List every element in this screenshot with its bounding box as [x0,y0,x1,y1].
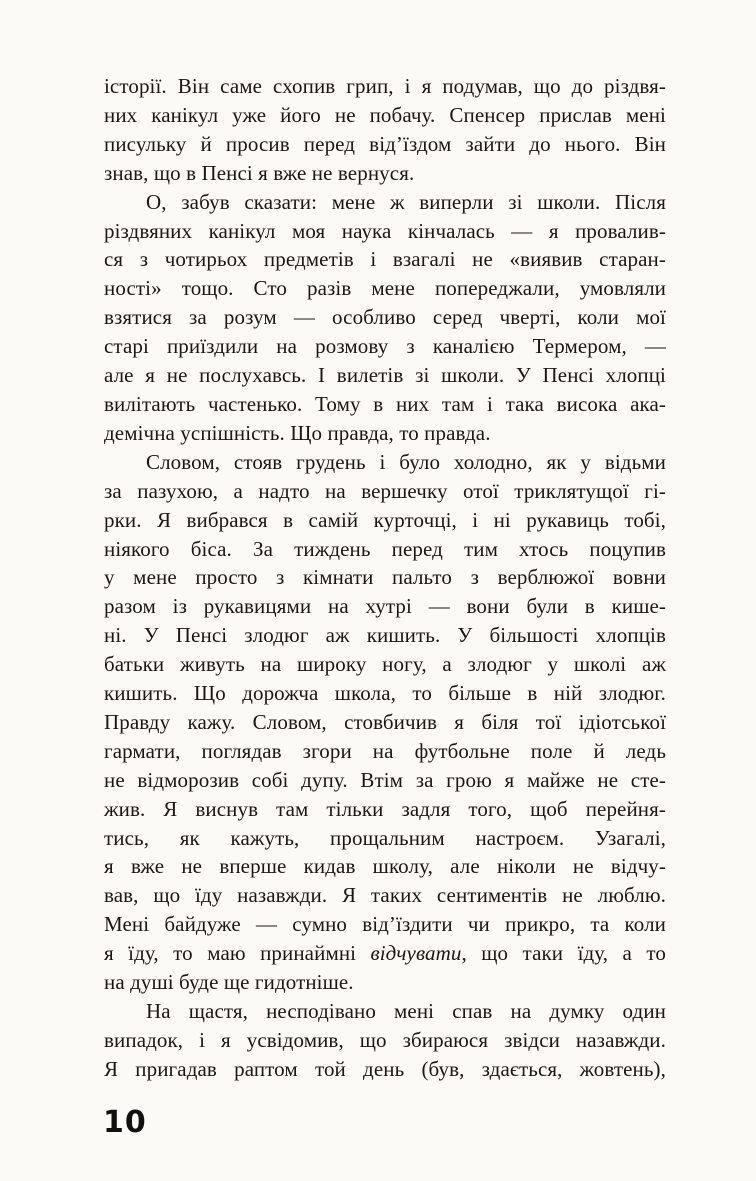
text-line: разом із рукавицями на хутрі — вони були в кише- [104,594,666,619]
text-line: старі приїздили на розмову з каналією Термером, — [104,334,666,359]
text-line: історії. Він саме схопив грип, і я подумав, що до різдвя- [104,74,666,98]
text-line: О, забув сказати: мене ж виперли зі школи. Після [146,189,666,214]
text-line [104,939,666,968]
text-line: не відморозив собі дупу. Втім за грою я майже не сте- [104,767,666,792]
text-line: них канікул уже його не побачу. Спенсер прислав мені [104,102,666,127]
text-line: випадок, і я усвідомив, що збираюся звідси назавжди. [104,1027,666,1052]
page-number: 10 [103,1105,147,1140]
text-segment: я їду, то маю принаймні [104,941,371,966]
text-line: знав, що в Пенсі я вже не вернуся. [104,160,415,185]
text-line: писульку й просив перед від’їздом зайти до нього. Він [104,131,666,156]
text-line: тись, як кажуть, прощальним настроєм. Узагалі, [104,825,666,850]
paragraph [104,188,666,448]
text-line: Я пригадав раптом той день (був, здається, жовтень), [104,1056,666,1081]
text-line: На щастя, несподівано мені спав на думку один [146,999,666,1023]
text-segment: , що таки їду, а то [461,941,666,966]
text-line: кишить. Що дорожча школа, то більше в ній злодюг. [104,681,666,706]
text-line: Правду кажу. Словом, стовбичив я біля тої ідіотської [104,709,666,734]
text-line: ся з чотирьох предметів і взагалі не «виявив старан- [104,247,666,272]
text-line: Словом, стояв грудень і було холодно, як у відьми [146,449,666,474]
text-line: на душі буде ще гидотніше. [104,970,354,995]
text-line: ні. У Пенсі злодюг аж кишить. У більшості хлопців [104,623,666,648]
text-line: гармати, поглядав згори на футбольне поле й ледь [104,738,666,763]
text-line: жив. Я виснув там тільки задля того, щоб перейня- [104,796,666,821]
page-text [104,72,666,1084]
emphasized-word: відчувати [370,941,462,966]
text-line: вилітають частенько. Тому в них там і така висока ака- [104,391,666,416]
text-line: я вже не вперше кидав школу, але ніколи не відчу- [104,854,666,879]
paragraph [104,997,666,1084]
text-line: за пазухою, а надто на вершечку отої триклятущої гі- [104,478,666,503]
text-line: вав, що їду назавжди. Я таких сентиментів не люблю. [104,883,666,908]
text-line: але я не послухавсь. І вилетів зі школи. У Пенсі хлопці [104,363,666,388]
text-line: Мені байдуже — сумно від’їздити чи прикро, та коли [104,912,666,937]
paragraph [104,72,666,188]
text-line: батьки живуть на широку ногу, а злодюг у школі аж [104,652,666,677]
text-line: взятися за розум — особливо серед чверті, коли мої [104,305,666,330]
text-line: різдвяних канікул моя наука кінчалась — я провалив- [104,218,666,243]
text-line: ніякого біса. За тиждень перед тим хтось поцупив [104,536,666,561]
paragraph [104,448,666,997]
text-line: у мене просто з кімнати пальто з верблюжої вовни [104,565,666,590]
text-line: ності» тощо. Сто разів мене попереджали, умовляли [104,276,666,301]
text-line: рки. Я вибрався в самій курточці, і ні рукавиць тобі, [104,507,666,532]
text-line: демічна успішність. Що правда, то правда. [104,420,491,445]
